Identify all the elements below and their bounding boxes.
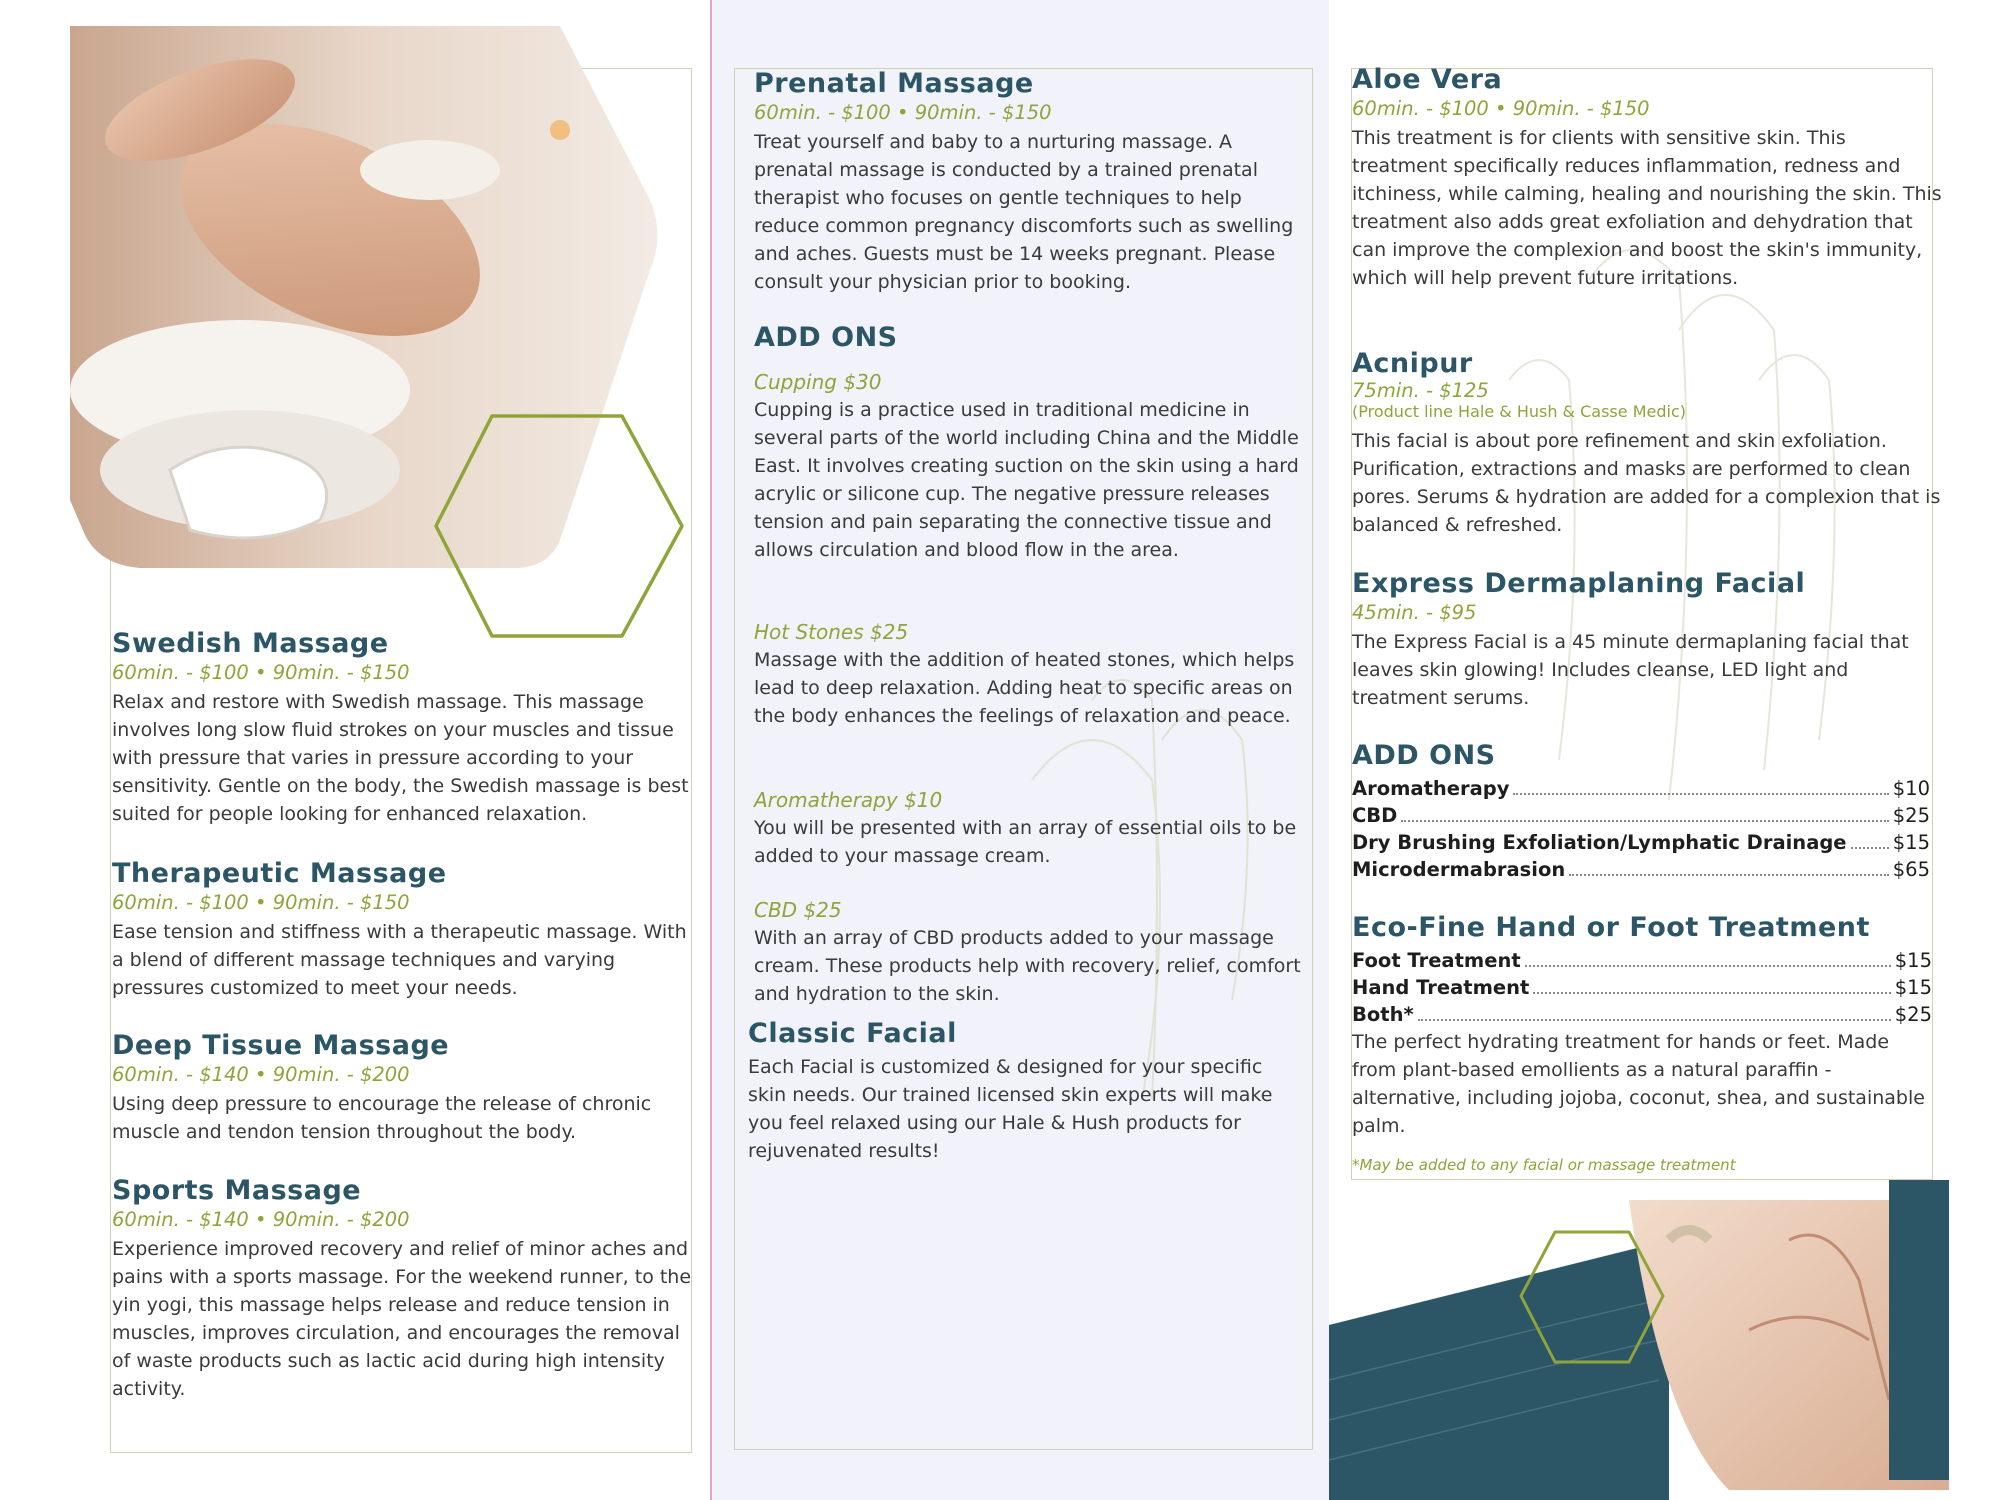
section-description: Using deep pressure to encourage the release of chronic muscle and tendon tension throughout the body.	[112, 1093, 652, 1143]
addon-name: CBD	[1352, 804, 1398, 827]
addons-title: ADD ONS	[754, 322, 898, 353]
addon-row	[1352, 829, 1930, 856]
section-description: The Express Facial is a 45 minute dermaplaning facial that leaves skin glowing! Includes cleanse, LED light and treatment serums.	[1352, 631, 1909, 709]
addon-price: $25	[1892, 804, 1930, 827]
addon-description: With an array of CBD products added to your massage cream. These products help with recovery, relief, comfort and hydration to the skin.	[754, 927, 1301, 1005]
hexagon-outline-icon	[432, 408, 692, 648]
swedish-section	[112, 628, 697, 828]
section-description: Relax and restore with Swedish massage. This massage involves long slow fluid strokes on your muscles and tissue with pressure that varies in pressure according to your sensitivity. Gentle on the body, the Swedish massage is best suited for people looking for enhanced relaxation.	[112, 691, 689, 825]
addon-description: You will be presented with an array of essential oils to be added to your massage cream.	[754, 817, 1297, 867]
left-panel	[0, 0, 710, 1500]
dot-leader	[1851, 847, 1889, 849]
product-line-note: (Product line Hale & Hush & Casse Medic)	[1352, 402, 1686, 421]
dot-leader	[1418, 1019, 1891, 1021]
addon-price: $15	[1892, 831, 1930, 854]
section-price: 60min. - $100 • 90min. - $150	[1352, 97, 1650, 120]
therapeutic-section	[112, 858, 697, 1002]
treatment-row	[1352, 1001, 1932, 1028]
addons-heading	[754, 322, 898, 353]
addon-cbd	[754, 898, 1304, 1008]
addon-name: Aromatherapy $10	[754, 788, 943, 812]
section-price: 60min. - $140 • 90min. - $200	[112, 1208, 410, 1231]
middle-panel	[710, 0, 1331, 1500]
section-title: Express Dermaplaning Facial	[1352, 568, 1806, 599]
addon-name: Hot Stones $25	[754, 620, 909, 644]
addon-name: Aromatherapy	[1352, 777, 1510, 800]
treatment-name: Hand Treatment	[1352, 976, 1530, 999]
treatment-row	[1352, 947, 1932, 974]
addon-price: $10	[1892, 777, 1930, 800]
treatment-name: Both*	[1352, 1003, 1414, 1026]
addon-cupping	[754, 370, 1304, 564]
addon-description: Cupping is a practice used in traditional medicine in several parts of the world including China and the Middle East. It involves creating suction on the skin using a hard acrylic or silicone cup. The negative pressure releases tension and pain separating the connective tissue and allows circulation and blood flow in the area.	[754, 399, 1299, 561]
addon-row	[1352, 856, 1930, 883]
section-price: 60min. - $100 • 90min. - $150	[112, 891, 410, 914]
section-price: 60min. - $100 • 90min. - $150	[112, 661, 410, 684]
prenatal-section	[754, 68, 1304, 296]
right-panel	[1329, 0, 2000, 1500]
addon-price: $65	[1892, 858, 1930, 881]
section-price: 75min. - $125	[1352, 379, 1489, 402]
addon-hot-stones	[754, 620, 1304, 730]
addons-title: ADD ONS	[1352, 740, 1496, 771]
footnote: *May be added to any facial or massage treatment	[1352, 1156, 1736, 1174]
treatment-name: Foot Treatment	[1352, 949, 1521, 972]
section-price: 60min. - $100 • 90min. - $150	[754, 101, 1052, 124]
aloe-vera-section	[1352, 64, 1947, 292]
addon-row	[1352, 775, 1930, 802]
addon-aromatherapy	[754, 788, 1304, 870]
section-price: 45min. - $95	[1352, 601, 1477, 624]
hexagon-outline-icon	[1517, 1228, 1667, 1368]
section-title: Acnipur	[1352, 348, 1473, 379]
treatment-price: $25	[1894, 1003, 1932, 1026]
section-description: Ease tension and stiffness with a therapeutic massage. With a blend of different massage techniques and varying pressures customized to meet your needs.	[112, 921, 687, 999]
treatment-row	[1352, 974, 1932, 1001]
dot-leader	[1401, 820, 1888, 822]
treatment-price: $15	[1894, 976, 1932, 999]
section-title: Classic Facial	[748, 1018, 957, 1049]
section-title: Therapeutic Massage	[112, 858, 447, 889]
dot-leader	[1525, 965, 1891, 967]
sports-section	[112, 1175, 697, 1403]
section-description: Treat yourself and baby to a nurturing massage. A prenatal massage is conducted by a trained prenatal therapist who focuses on gentle techniques to help reduce common pregnancy discomforts such as swelling and aches. Guests must be 14 weeks pregnant. Please consult your physician prior to booking.	[754, 131, 1294, 293]
section-title: Aloe Vera	[1352, 64, 1503, 95]
classic-facial-section	[748, 1018, 1304, 1165]
dot-leader	[1513, 793, 1888, 795]
addons-list	[1352, 740, 1930, 883]
deep-tissue-section	[112, 1030, 697, 1146]
section-title: Deep Tissue Massage	[112, 1030, 450, 1061]
addon-name: CBD $25	[754, 898, 842, 922]
eco-fine-section	[1352, 912, 1932, 1174]
section-title: Eco-Fine Hand or Foot Treatment	[1352, 912, 1870, 943]
section-description: Experience improved recovery and relief of minor aches and pains with a sports massage. For the weekend runner, to the yin yogi, this massage helps release and reduce tension in muscles, improves circulation, and encourages the removal of waste products such as lactic acid during high intensity activity.	[112, 1238, 692, 1400]
addon-description: Massage with the addition of heated stones, which helps lead to deep relaxation. Adding heat to specific areas on the body enhances the feelings of relaxation and peace.	[754, 649, 1295, 727]
express-dermaplaning-section	[1352, 568, 1947, 712]
section-description: This treatment is for clients with sensitive skin. This treatment specifically reduces inflammation, redness and itchiness, while calming, healing and nourishing the skin. This treatment also adds great exfoliation and dehydration that can improve the complexion and boost the skin's immunity, which will help prevent future irritations.	[1352, 127, 1942, 289]
treatment-price: $15	[1894, 949, 1932, 972]
addon-name: Microdermabrasion	[1352, 858, 1566, 881]
section-title: Sports Massage	[112, 1175, 362, 1206]
addon-name: Dry Brushing Exfoliation/Lymphatic Drainage	[1352, 831, 1847, 854]
section-title: Swedish Massage	[112, 628, 389, 659]
section-price: 60min. - $140 • 90min. - $200	[112, 1063, 410, 1086]
addon-name: Cupping $30	[754, 370, 882, 394]
dot-leader	[1533, 992, 1890, 994]
section-description: Each Facial is customized & designed for your specific skin needs. Our trained licensed skin experts will make you feel relaxed using our Hale & Hush products for rejuvenated results!	[748, 1056, 1273, 1162]
section-description: The perfect hydrating treatment for hands or feet. Made from plant-based emollients as a natural paraffin - alternative, including jojoba, coconut, shea, and sustainable palm.	[1352, 1031, 1925, 1137]
section-title: Prenatal Massage	[754, 68, 1034, 99]
section-description: This facial is about pore refinement and skin exfoliation. Purification, extractions and masks are performed to clean pores. Serums & hydration are added for a complexion that is balanced & refreshed.	[1352, 430, 1941, 536]
acnipur-section	[1352, 348, 1947, 539]
addon-row	[1352, 802, 1930, 829]
dot-leader	[1569, 874, 1889, 876]
